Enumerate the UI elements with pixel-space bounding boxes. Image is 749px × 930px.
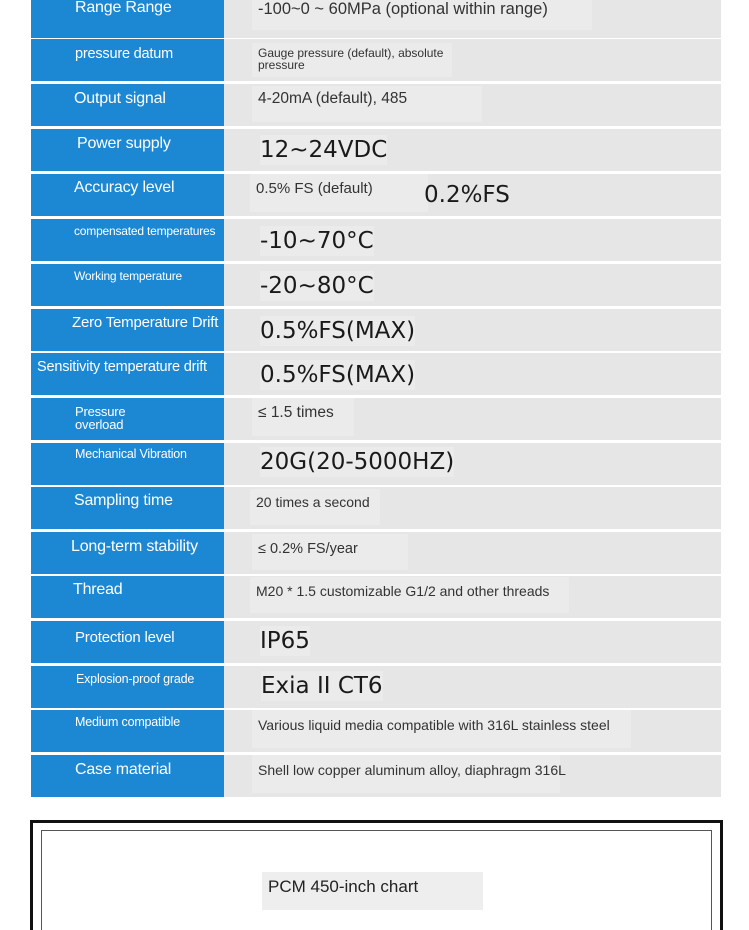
table-row <box>30 755 722 797</box>
table-row <box>30 219 722 261</box>
row-value-cell <box>224 443 721 485</box>
row-value: Shell low copper aluminum alloy, diaphragm 316L <box>252 755 560 793</box>
table-row <box>30 710 722 752</box>
row-label: Mechanical Vibration <box>75 447 187 461</box>
row-value: 0.5% FS (default) <box>250 174 428 212</box>
row-value: ≤ 0.2% FS/year <box>252 534 408 570</box>
row-label-cell <box>31 353 224 395</box>
table-row <box>30 264 722 306</box>
row-value: M20 * 1.5 customizable G1/2 and other threads <box>250 577 569 613</box>
row-value: 12~24VDC <box>260 137 388 163</box>
row-label-line2: overload <box>75 417 124 432</box>
row-label-cell <box>31 487 224 529</box>
row-label-cell <box>31 666 224 708</box>
row-label: Sampling time <box>74 492 173 509</box>
row-value: ≤ 1.5 times <box>252 398 354 436</box>
row-label-cell <box>31 532 224 574</box>
table-row <box>30 398 722 440</box>
row-label: Working temperature <box>74 269 183 283</box>
row-label-cell <box>31 621 224 663</box>
chart-frame <box>30 820 723 930</box>
row-value-cell <box>224 129 721 171</box>
table-row <box>30 666 722 708</box>
row-value: 0.5%FS(MAX) <box>260 318 416 344</box>
row-value-cell <box>224 621 721 663</box>
row-value-cell <box>224 174 721 216</box>
row-label-cell <box>31 576 224 618</box>
row-label: Thread <box>73 581 123 598</box>
row-value: -100~0 ~ 60MPa (optional within range) <box>252 0 592 30</box>
row-label-line1: Pressure <box>75 404 126 419</box>
row-label: Sensitivity temperature drift <box>37 359 207 375</box>
row-value: Various liquid media compatible with 316L stainless steel <box>252 710 631 748</box>
row-label-cell <box>31 755 224 797</box>
row-label: Accuracy level <box>74 179 175 196</box>
row-label-cell <box>31 39 224 81</box>
row-label: Long-term stability <box>71 538 198 555</box>
row-label-cell <box>31 174 224 216</box>
row-value-cell <box>224 84 721 126</box>
row-value-cell <box>224 264 721 306</box>
row-value: 20 times a second <box>250 489 380 525</box>
row-value-cell <box>224 398 721 440</box>
row-value-cell <box>224 309 721 351</box>
row-label: Case material <box>75 761 172 778</box>
row-label-cell <box>31 309 224 351</box>
row-value: Exia II CT6 <box>261 673 383 699</box>
row-label-cell <box>31 710 224 752</box>
table-row <box>30 576 722 618</box>
chart-caption: PCM 450-inch chart <box>262 872 483 910</box>
row-value: 20G(20-5000HZ) <box>260 449 455 475</box>
row-value-cell <box>224 0 721 38</box>
row-value: 0.5%FS(MAX) <box>260 362 416 388</box>
row-label: Medium compatible <box>75 715 180 729</box>
row-label-cell <box>31 264 224 306</box>
table-row <box>30 487 722 529</box>
table-row <box>30 0 722 38</box>
row-value-cell <box>224 39 721 81</box>
row-value-cell <box>224 532 721 574</box>
row-label-cell <box>31 219 224 261</box>
row-value-cell <box>224 755 721 797</box>
row-value: 4-20mA (default), 485 <box>252 86 482 122</box>
row-label: Range Range <box>75 0 172 16</box>
row-label-cell <box>31 129 224 171</box>
row-value-cell <box>224 219 721 261</box>
row-label: Power supply <box>77 135 171 152</box>
table-row <box>30 84 722 126</box>
table-row <box>30 39 722 81</box>
row-label-cell <box>31 84 224 126</box>
table-row <box>30 621 722 663</box>
table-row <box>30 532 722 574</box>
chart-frame-inner <box>41 830 712 930</box>
row-label: Protection level <box>75 629 175 646</box>
row-label-cell <box>31 0 224 38</box>
row-value-cell <box>224 710 721 752</box>
table-row <box>30 443 722 485</box>
row-value-cell <box>224 353 721 395</box>
table-row <box>30 129 722 171</box>
row-value: Gauge pressure (default), absolute pressure <box>252 43 452 77</box>
row-label-cell <box>31 443 224 485</box>
row-label-cell <box>31 398 224 440</box>
row-value-alt: 0.2%FS <box>424 182 510 208</box>
row-value: IP65 <box>260 628 310 654</box>
row-label: Output signal <box>74 90 166 107</box>
row-value-cell <box>224 666 721 708</box>
row-value: -20~80°C <box>260 273 374 299</box>
row-value: -10~70°C <box>260 228 374 254</box>
row-label: pressure datum <box>75 46 173 62</box>
row-value-cell <box>224 487 721 529</box>
table-row <box>30 174 722 216</box>
row-label: compensated temperatures <box>74 224 216 238</box>
row-label: Explosion-proof grade <box>76 672 195 686</box>
row-label: Zero Temperature Drift <box>72 314 219 331</box>
table-row <box>30 309 722 351</box>
table-row <box>30 353 722 395</box>
row-value-cell <box>224 576 721 618</box>
